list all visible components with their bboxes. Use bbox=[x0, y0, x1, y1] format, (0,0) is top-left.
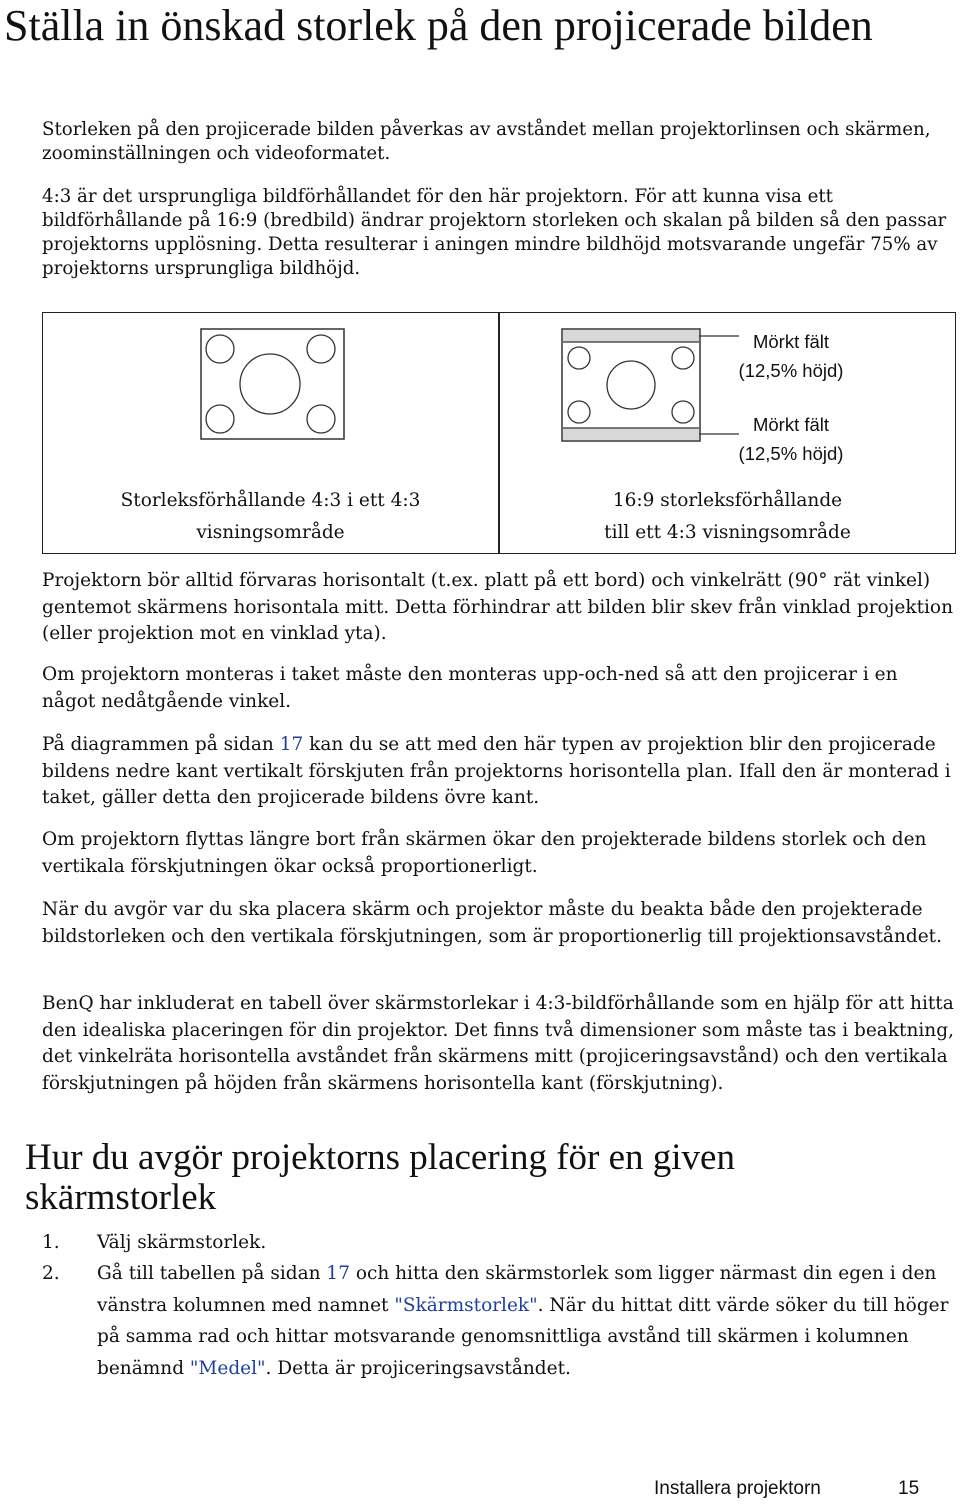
list-item-2-text bbox=[97, 1258, 957, 1384]
section-heading: Hur du avgör projektorns placering för en given skärmstorlek bbox=[25, 1137, 735, 1218]
right-caption-line1: 16:9 storleksförhållande bbox=[612, 490, 843, 511]
para5-text-before: På diagrammen på sidan bbox=[42, 734, 280, 755]
screen-size-column-link[interactable]: "Skärmstorlek" bbox=[394, 1294, 538, 1316]
list-item-2-number: 2. bbox=[42, 1263, 60, 1284]
benq-table-paragraph: BenQ har inkluderat en tabell över skärmstorlekar i 4:3-bildförhållande som en hjälp för att hitta den idealiska placeringen för din projektor. Det finns två dimensioner som måste tas i beaktning, det vinkelräta horisontella avståndet från skärmens mitt (projiceringsavstånd) och den vertikala förskjutningen på höjden från skärmens horisontella kant (förskjutning). bbox=[42, 993, 954, 1094]
bottom-dark-field-label-line1: Mörkt fält bbox=[752, 414, 830, 435]
left-caption-line1: Storleksförhållande 4:3 i ett 4:3 bbox=[120, 490, 421, 511]
item2-text-d: . Detta är projiceringsavståndet. bbox=[265, 1357, 571, 1379]
left-diagram-caption bbox=[43, 485, 498, 549]
page-17-link-2[interactable]: 17 bbox=[326, 1263, 350, 1284]
page-title: Ställa in önskad storlek på den projicerade bilden bbox=[4, 1, 873, 50]
page-17-link[interactable]: 17 bbox=[279, 734, 304, 755]
bottom-dark-field-label-line2: (12,5% höjd) bbox=[738, 443, 844, 464]
placement-consideration-paragraph: När du avgör var du ska placera skärm och projektor måste du beakta både den projekterade bildstorleken och den vertikala förskjutningen, som är proportionerlig till projektionsavståndet. bbox=[42, 899, 942, 947]
footer-section-name: Installera projektorn bbox=[654, 1478, 821, 1499]
image-4-3-illustration bbox=[200, 328, 345, 440]
right-caption-line2: till ett 4:3 visningsområde bbox=[604, 522, 851, 543]
horizontal-placement-paragraph: Projektorn bör alltid förvaras horisontalt (t.ex. platt på ett bord) och vinkelrätt (90° rät vinkel) gentemot skärmens horisontala mitt. Detta förhindrar att bilden blir skev från vinklad projektion (eller projektion mot en vinklad yta). bbox=[42, 570, 953, 644]
bottom-dark-field-label bbox=[711, 410, 871, 468]
ceiling-mount-paragraph: Om projektorn monteras i taket måste den monteras upp-och-ned så att den projicerar i en något nedåtgående vinkel. bbox=[42, 664, 898, 712]
list-item-1-text: Välj skärmstorlek. bbox=[97, 1232, 267, 1253]
item2-text-b: och hitta den skärmstorlek som ligger närmast din egen i den vänstra kolumnen med namnet bbox=[97, 1263, 937, 1316]
top-dark-field-label bbox=[711, 327, 871, 385]
distance-paragraph: Om projektorn flyttas längre bort från skärmen ökar den projekterade bildens storlek och den vertikala förskjutningen ökar också proportionerligt. bbox=[42, 829, 927, 877]
right-diagram-caption bbox=[500, 485, 955, 549]
average-column-link[interactable]: "Medel" bbox=[189, 1357, 266, 1379]
left-caption-line2: visningsområde bbox=[196, 522, 345, 543]
top-dark-field-label-line1: Mörkt fält bbox=[752, 331, 830, 352]
vertical-offset-paragraph bbox=[42, 732, 954, 812]
para5-text-after: kan du se att med den här typen av projektion blir den projicerade bildens nedre kant vertikalt förskjuten från projektorns horisontella plan. Ifall den är monterad i taket, gäller detta den projicerade bildens övre kant. bbox=[42, 734, 951, 808]
top-dark-field-label-line2: (12,5% höjd) bbox=[738, 360, 844, 381]
footer-page-number: 15 bbox=[898, 1478, 920, 1499]
intro-paragraph: Storleken på den projicerade bilden påverkas av avståndet mellan projektorlinsen och skärmen, zoominställningen och videoformatet. bbox=[42, 119, 931, 164]
aspect-ratio-diagram bbox=[42, 312, 956, 554]
list-item-1-number: 1. bbox=[42, 1232, 60, 1253]
aspect-ratio-paragraph: 4:3 är det ursprungliga bildförhållandet för den här projektorn. För att kunna visa ett bildförhållande på 16:9 (bredbild) ändrar projektorn storleken och skalan på bilden så den passar projektorns upplösning. Detta resulterar i aningen mindre bildhöjd motsvarande ungefär 75% av projektorns ursprungliga bildhöjd. bbox=[42, 186, 947, 279]
item2-text-c: . När du hittat ditt värde söker du till höger på samma rad och hittar motsvarande genomsnittliga avstånd till skärmen i kolumnen benämnd bbox=[97, 1294, 949, 1379]
item2-text-a: Gå till tabellen på sidan bbox=[97, 1263, 327, 1284]
